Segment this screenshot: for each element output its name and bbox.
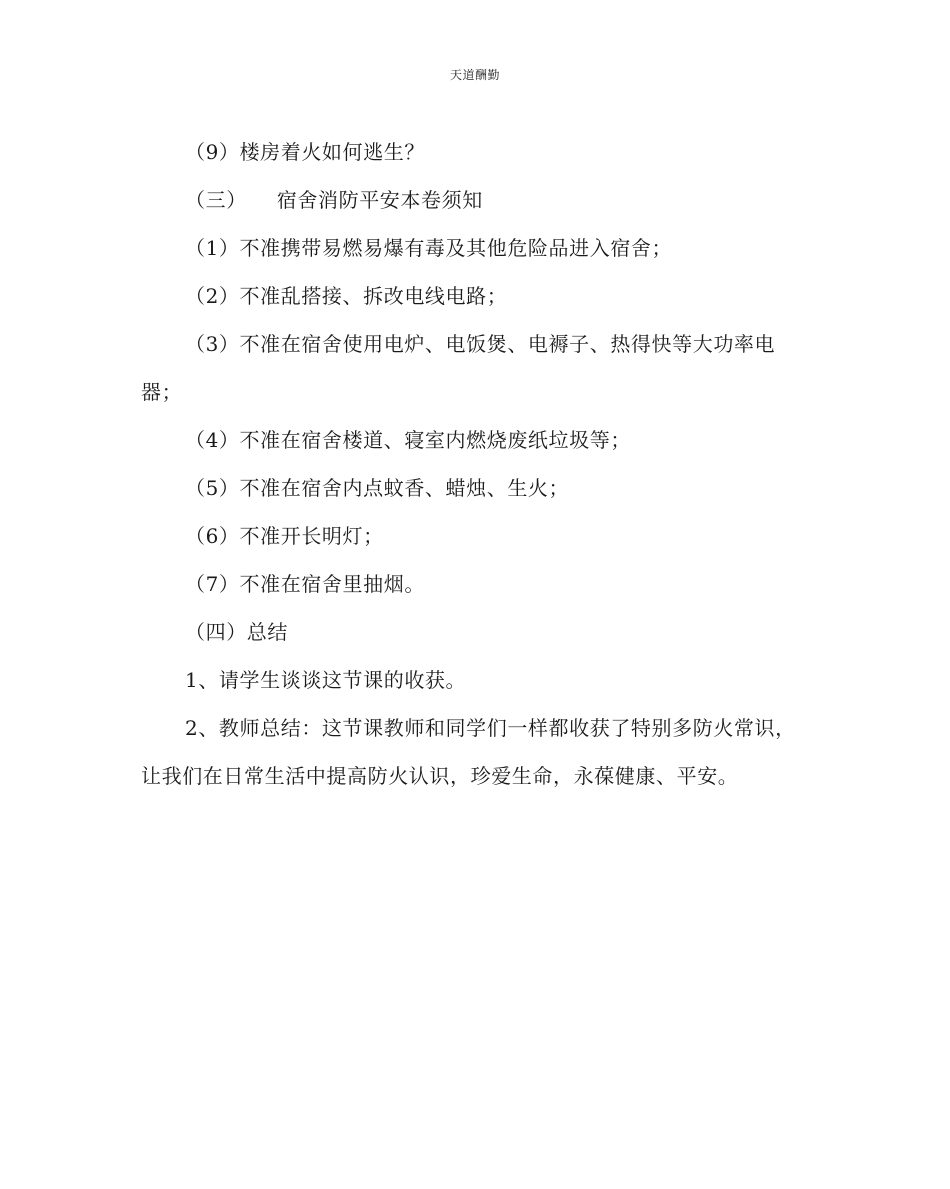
paragraph-fire-escape-question: （9）楼房着火如何逃生？ [185, 140, 425, 164]
rule-item-1: （1）不准携带易燃易爆有毒及其他危险品进入宿舍； [185, 236, 673, 260]
section-number: （三） [185, 188, 247, 212]
section-title: 宿舍消防平安本卷须知 [276, 188, 483, 212]
page-header: 天道酬勤 [449, 68, 500, 82]
document-body [141, 128, 813, 800]
summary-item-2: 2、教师总结：这节课教师和同学们一样都收获了特别多防火常识，让我们在日常生活中提高防火认识，珍爱生命，永葆健康、平安。 [141, 716, 796, 788]
rule-item-4: （4）不准在宿舍楼道、寝室内燃烧废纸垃圾等； [185, 428, 631, 452]
rule-item-6: （6）不准开长明灯； [185, 524, 384, 548]
rule-item-7: （7）不准在宿舍里抽烟。 [185, 572, 425, 596]
section-heading-dorm-safety [141, 176, 813, 224]
section-heading-summary: （四）总结 [185, 620, 288, 644]
rule-item-5: （5）不准在宿舍内点蚊香、蜡烛、生火； [185, 476, 570, 500]
rule-item-3: （3）不准在宿舍使用电炉、电饭煲、电褥子、热得快等大功率电器； [141, 332, 776, 404]
rule-item-2: （2）不准乱搭接、拆改电线电路； [185, 284, 508, 308]
summary-item-1: 1、请学生谈谈这节课的收获。 [185, 668, 467, 692]
